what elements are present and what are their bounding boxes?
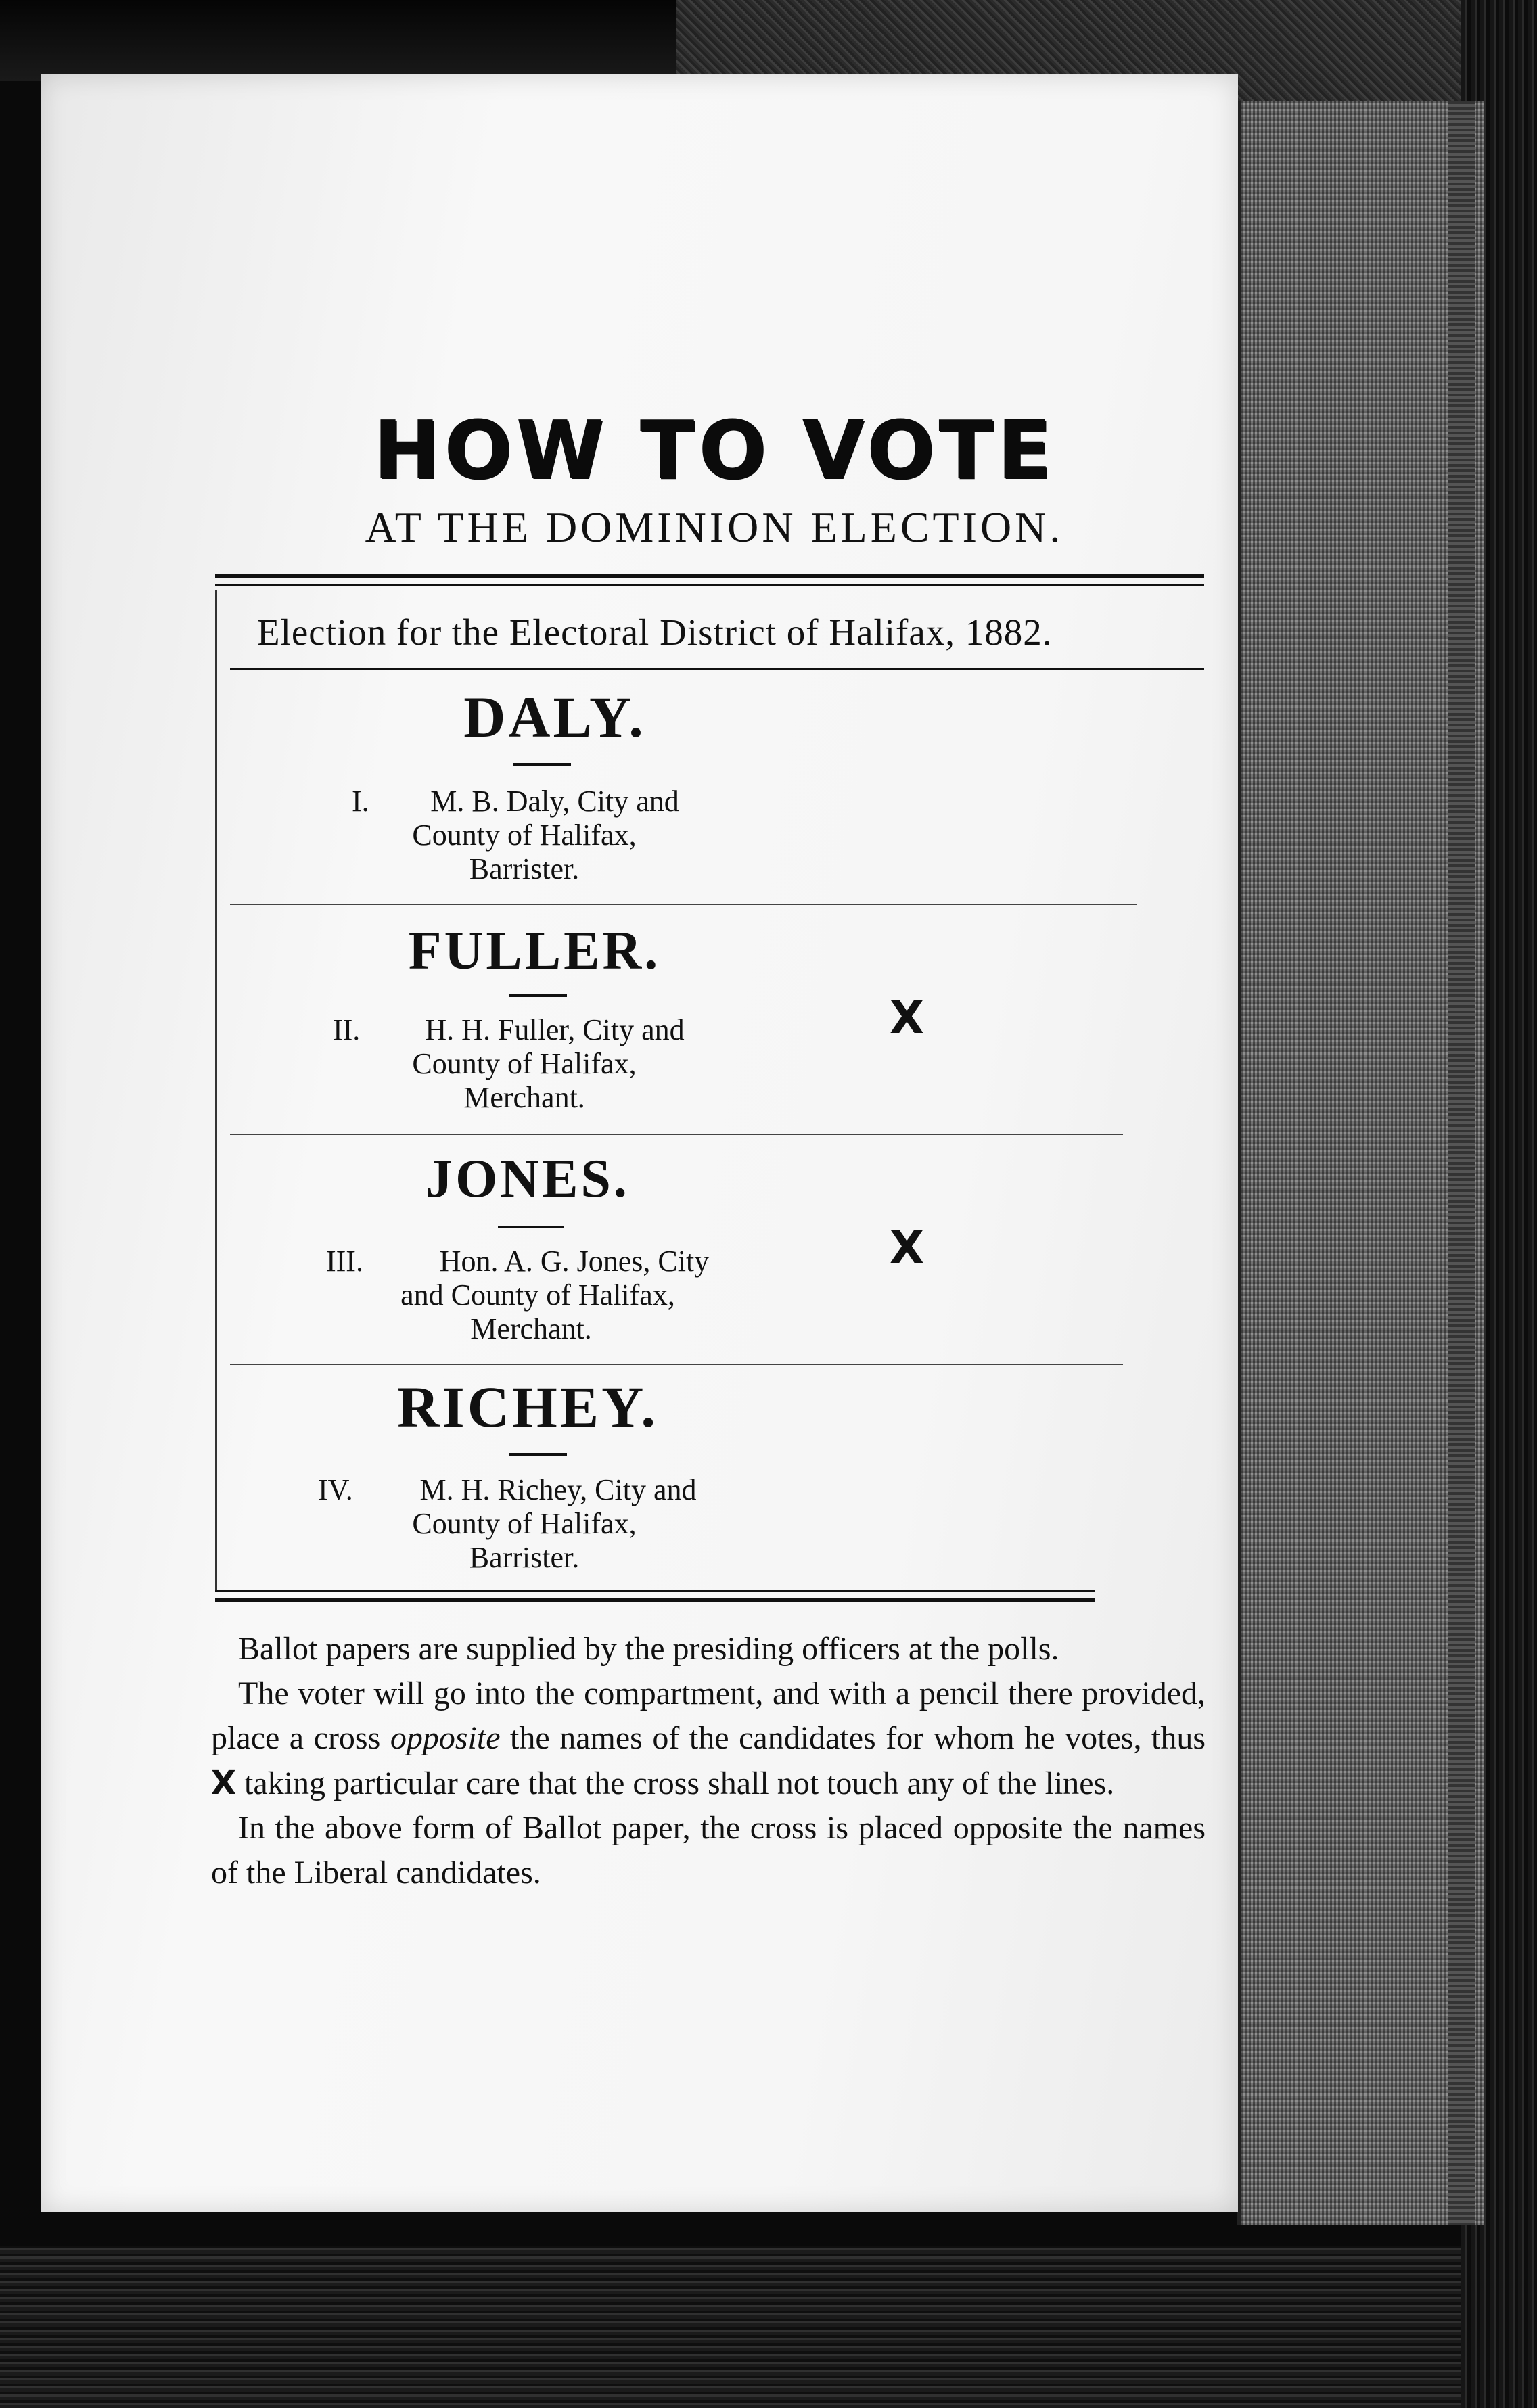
instructions-text: taking particular care that the cross shall not touch any of the lines. [236,1765,1115,1801]
candidate-divider [230,1364,1123,1365]
document-title: HOW TO VOTE [373,403,1056,496]
bottom-rule-thick [215,1598,1095,1602]
candidate-numeral: IV. [318,1473,353,1506]
instructions-paragraph [211,1671,1206,1806]
document-subtitle: AT THE DOMINION ELECTION. [365,503,1064,551]
candidate-divider [230,1134,1123,1135]
candidate-short-rule [509,1453,567,1456]
candidate-numeral: III. [326,1245,363,1278]
candidate-short-rule [498,1226,564,1228]
candidate-details-line: H. H. Fuller, City and [425,1013,685,1046]
candidate-details-line: and County of Halifax, [400,1278,675,1312]
candidate-details-line: M. B. Daly, City and [430,785,679,818]
candidate-surname: DALY. [463,685,646,749]
ballot-cross-mark: X [890,1222,924,1274]
candidate-details-line: Hon. A. G. Jones, City [439,1245,710,1278]
ballot-district: Election for the Electoral District of Halifax, 1882. [257,611,1053,653]
candidate-numeral: I. [352,785,369,818]
candidate-details-line: Merchant. [470,1312,592,1345]
instructions-text: The voter will go into the compartment, and with a pencil there provided, place a cross [211,1675,1206,1756]
top-rule-thin [215,584,1204,586]
candidate-surname: JONES. [426,1149,630,1209]
candidate-details-line: M. H. Richey, City and [419,1473,697,1506]
bottom-rule-thin [215,1590,1095,1592]
ballot-cross-mark: X [890,992,924,1044]
candidate-details-line: County of Halifax, [412,1047,637,1080]
candidate-divider [230,904,1137,905]
candidate-details-line: Merchant. [463,1081,585,1114]
candidate-details-line: Barrister. [469,852,580,885]
candidate-numeral: II. [333,1013,361,1046]
candidate-surname: FULLER. [408,921,661,981]
voting-instructions [211,1627,1206,1895]
candidate-details-line: Barrister. [469,1541,580,1574]
top-rule-thick [215,574,1204,578]
instructions-text: the names of the candidates for whom he votes, thus [500,1720,1206,1756]
instructions-paragraph: Ballot papers are supplied by the presiding officers at the polls. [238,1631,1059,1667]
candidate-short-rule [513,763,571,766]
instructions-paragraph: In the above form of Ballot paper, the cross is placed opposite the names of the Liberal candidates. [211,1810,1206,1891]
candidate-details-line: County of Halifax, [412,1507,637,1540]
candidate-surname: RICHEY. [397,1374,658,1439]
candidate-details-line: County of Halifax, [412,818,637,852]
candidate-short-rule [509,994,567,997]
district-rule [230,668,1204,670]
instructions-emphasis: opposite [390,1720,501,1756]
instructions-cross-example: X [211,1764,237,1802]
